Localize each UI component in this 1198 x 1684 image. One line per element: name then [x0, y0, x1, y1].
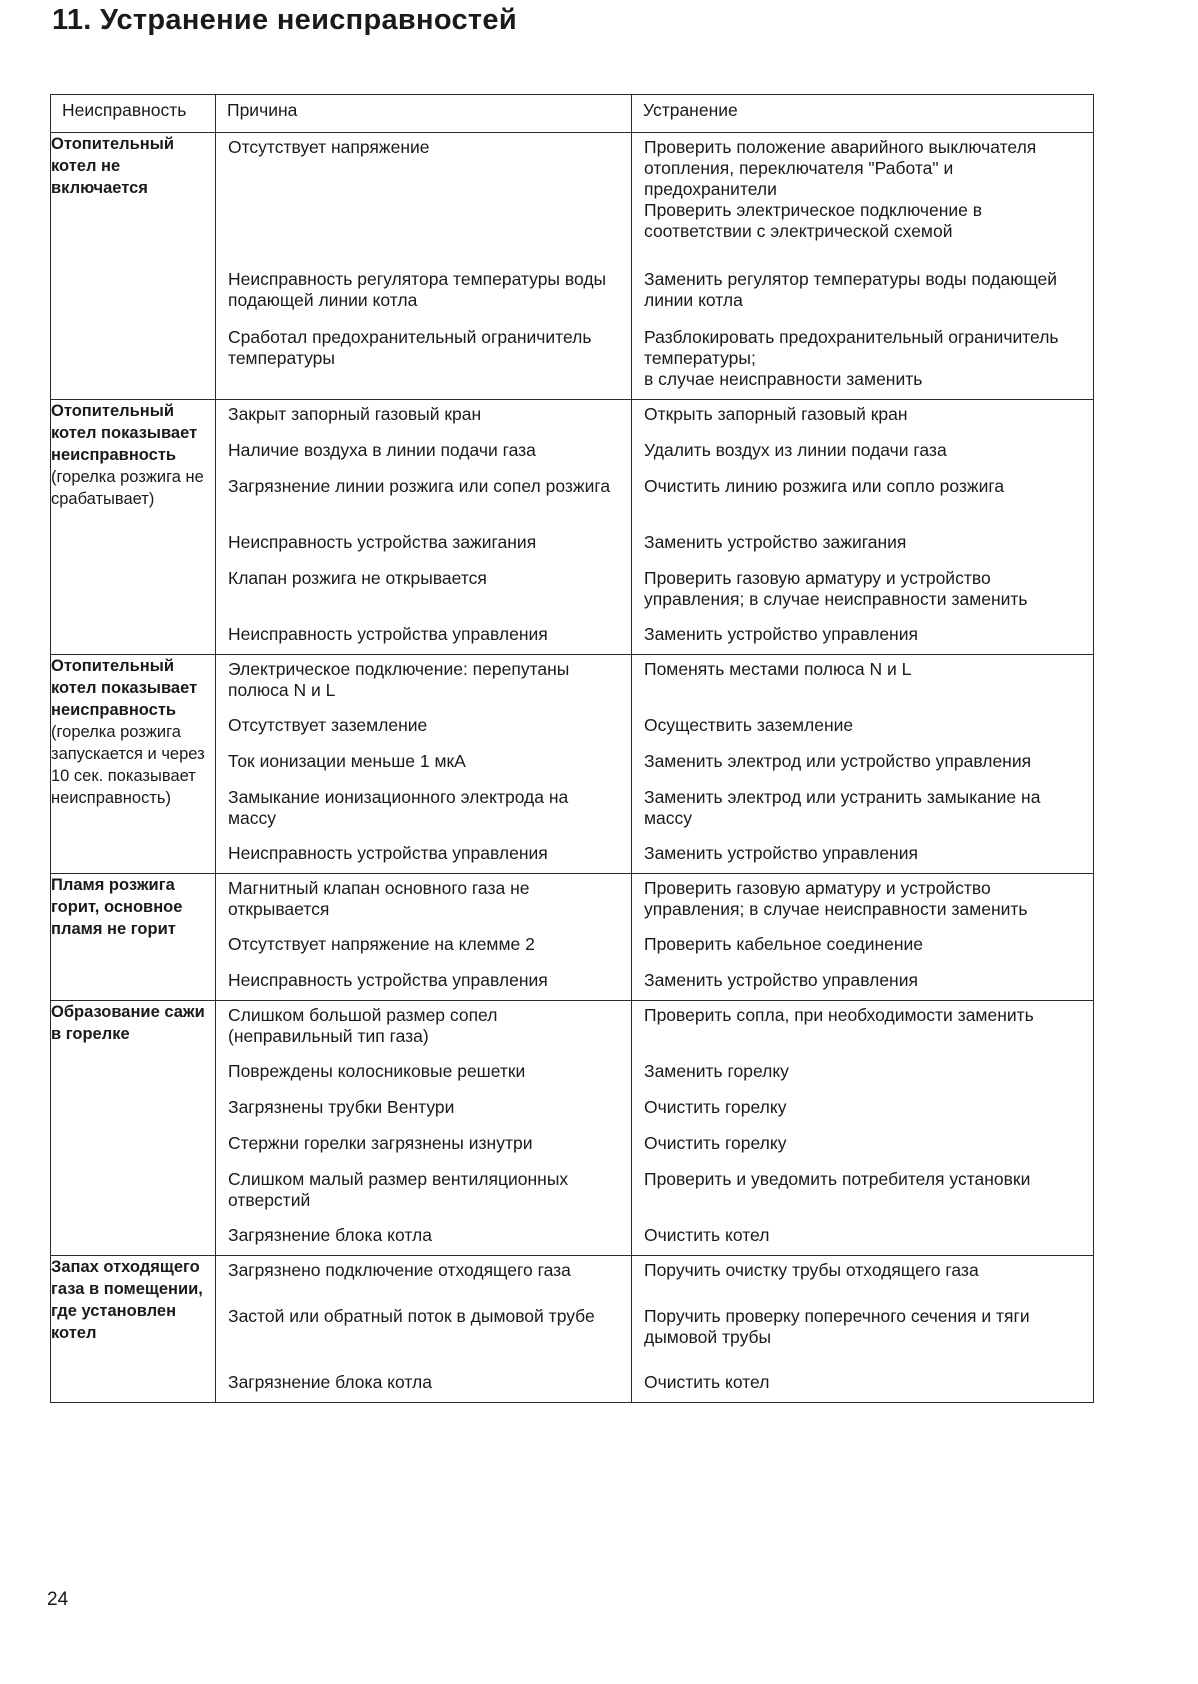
fix-line: Очистить горелку	[644, 1097, 787, 1117]
fix-line: Заменить устройство зажигания	[644, 532, 907, 552]
cause-cell	[216, 1001, 632, 1256]
fix-entry	[632, 440, 1093, 462]
fix-entry	[632, 327, 1093, 391]
fix-entry	[632, 1005, 1093, 1047]
fix-line: Очистить котел	[644, 1225, 770, 1245]
fault-cell	[51, 1001, 216, 1256]
cause-entry: Магнитный клапан основного газа не открывается	[228, 878, 530, 919]
fix-entry	[632, 934, 1093, 956]
fix-line: Проверить и уведомить потребителя установки	[644, 1169, 1031, 1189]
fix-line: Очистить горелку	[644, 1133, 787, 1153]
troubleshooting-table	[50, 94, 1094, 1403]
fault-group-row	[51, 655, 1094, 874]
cause-entry: Сработал предохранительный ограничитель температуры	[228, 327, 592, 368]
fix-entry	[632, 751, 1093, 773]
fix-cell	[632, 874, 1094, 1001]
cause-entry: Загрязнены трубки Вентури	[228, 1097, 455, 1117]
fix-entry	[632, 404, 1093, 426]
cause-entry: Неисправность устройства управления	[228, 970, 548, 990]
cause-entry: Замыкание ионизационного электрода на массу	[228, 787, 569, 828]
cause-entry: Неисправность регулятора температуры воды подающей линии котла	[228, 269, 607, 310]
fix-line: Проверить кабельное соединение	[644, 934, 924, 954]
cause-entry: Загрязнено подключение отходящего газа	[228, 1260, 571, 1280]
fix-entry	[632, 1225, 1093, 1247]
fix-line: Заменить электрод или устранить замыкание на массу	[644, 787, 1041, 828]
cause-entry: Загрязнение линии розжига или сопел розжига	[228, 476, 611, 496]
fix-cell	[632, 655, 1094, 874]
fault-title: Запах отходящего газа в помещении, где установлен котел	[51, 1258, 203, 1342]
fix-line: Очистить линию розжига или сопло розжига	[644, 476, 1005, 496]
fix-entry	[632, 1133, 1093, 1155]
fix-entry	[632, 137, 1093, 255]
fix-cell	[632, 133, 1094, 400]
cause-entry: Слишком большой размер сопел (неправильный тип газа)	[228, 1005, 498, 1046]
cause-entry: Слишком малый размер вентиляционных отверстий	[228, 1169, 569, 1210]
fix-line: Разблокировать предохранительный ограничитель температуры;	[644, 327, 1059, 368]
cause-entry: Стержни горелки загрязнены изнутри	[228, 1133, 533, 1153]
fault-group-row	[51, 1001, 1094, 1256]
fix-entry	[632, 1097, 1093, 1119]
fault-cell	[51, 133, 216, 400]
cause-entry: Отсутствует заземление	[228, 715, 428, 735]
page-title: 11. Устранение неисправностей	[52, 4, 517, 36]
fault-group-row	[51, 1256, 1094, 1403]
fault-title: Образование сажи в горелке	[51, 1003, 205, 1043]
table-header-row	[51, 95, 1094, 133]
cause-cell	[216, 874, 632, 1001]
fix-entry	[632, 1061, 1093, 1083]
fix-line: Поменять местами полюса N и L	[644, 659, 912, 679]
cause-entry: Неисправность устройства зажигания	[228, 532, 537, 552]
fix-line: Проверить газовую арматуру и устройство управления; в случае неисправности заменить	[644, 568, 1028, 609]
fix-line: Заменить горелку	[644, 1061, 789, 1081]
fix-line: Проверить сопла, при необходимости заменить	[644, 1005, 1034, 1025]
fault-cell	[51, 1256, 216, 1403]
fix-entry	[632, 843, 1093, 865]
cause-entry: Загрязнение блока котла	[228, 1372, 432, 1392]
fault-group-row	[51, 400, 1094, 655]
fix-entry	[632, 715, 1093, 737]
fix-entry	[632, 532, 1093, 554]
fault-detail: (горелка розжига не срабатывает)	[51, 468, 204, 508]
fault-detail: (горелка розжига запускается и через 10 сек. показывает неисправность)	[51, 723, 205, 807]
fix-entry	[632, 1169, 1093, 1211]
fix-line: Поручить проверку поперечного сечения и тяги дымовой трубы	[644, 1306, 1030, 1347]
fix-entry	[632, 970, 1093, 992]
fix-entry	[632, 1260, 1093, 1292]
fault-title: Отопительный котел не включается	[51, 135, 174, 197]
cause-entry: Закрыт запорный газовый кран	[228, 404, 482, 424]
fix-entry	[632, 787, 1093, 829]
fault-title: Отопительный котел показывает неисправность	[51, 402, 198, 464]
fault-cell	[51, 874, 216, 1001]
fault-group-row	[51, 874, 1094, 1001]
fault-cell	[51, 655, 216, 874]
fix-entry	[632, 1306, 1093, 1358]
fix-entry	[632, 659, 1093, 701]
table-body	[51, 133, 1094, 1403]
cause-entry: Электрическое подключение: перепутаны полюса N и L	[228, 659, 570, 700]
fault-group-row	[51, 133, 1094, 400]
fault-title: Отопительный котел показывает неисправность	[51, 657, 198, 719]
fix-cell	[632, 1256, 1094, 1403]
fault-cell	[51, 400, 216, 655]
fix-entry	[632, 269, 1093, 313]
fix-line: Заменить устройство управления	[644, 624, 918, 644]
fix-line: Заменить регулятор температуры воды подающей линии котла	[644, 269, 1058, 310]
header-fix: Устранение	[632, 95, 1094, 133]
cause-cell	[216, 400, 632, 655]
cause-entry: Загрязнение блока котла	[228, 1225, 432, 1245]
fix-entry	[632, 476, 1093, 518]
fix-cell	[632, 1001, 1094, 1256]
fix-line: Проверить положение аварийного выключателя отопления, переключателя "Работа" и предохранители	[644, 137, 1037, 199]
fix-line: Заменить устройство управления	[644, 970, 918, 990]
fix-cell	[632, 400, 1094, 655]
fix-entry	[632, 568, 1093, 610]
fix-line: Проверить газовую арматуру и устройство управления; в случае неисправности заменить	[644, 878, 1028, 919]
fix-entry	[632, 1372, 1093, 1394]
cause-entry: Отсутствует напряжение на клемме 2	[228, 934, 535, 954]
cause-entry: Неисправность устройства управления	[228, 843, 548, 863]
fix-entry	[632, 878, 1093, 920]
fix-line: в случае неисправности заменить	[644, 369, 923, 389]
header-fault: Неисправность	[51, 95, 216, 133]
fix-entry	[632, 624, 1093, 646]
fix-line: Осуществить заземление	[644, 715, 854, 735]
page-number: 24	[47, 1589, 69, 1610]
fix-line: Удалить воздух из линии подачи газа	[644, 440, 947, 460]
fix-line: Заменить электрод или устройство управления	[644, 751, 1032, 771]
fix-line: Открыть запорный газовый кран	[644, 404, 908, 424]
cause-cell	[216, 1256, 632, 1403]
cause-entry: Наличие воздуха в линии подачи газа	[228, 440, 536, 460]
cause-entry: Повреждены колосниковые решетки	[228, 1061, 526, 1081]
fix-line: Заменить устройство управления	[644, 843, 918, 863]
cause-entry: Отсутствует напряжение	[228, 137, 430, 157]
cause-entry: Клапан розжига не открывается	[228, 568, 487, 588]
cause-cell	[216, 655, 632, 874]
cause-entry: Неисправность устройства управления	[228, 624, 548, 644]
fix-line: Поручить очистку трубы отходящего газа	[644, 1260, 979, 1280]
fix-line: Очистить котел	[644, 1372, 770, 1392]
cause-entry: Ток ионизации меньше 1 мкА	[228, 751, 466, 771]
header-cause: Причина	[216, 95, 632, 133]
fault-title: Пламя розжига горит, основное пламя не горит	[51, 876, 183, 938]
cause-cell	[216, 133, 632, 400]
cause-entry: Застой или обратный поток в дымовой трубе	[228, 1306, 595, 1326]
fix-line: Проверить электрическое подключение в соответствии с электрической схемой	[644, 200, 983, 241]
